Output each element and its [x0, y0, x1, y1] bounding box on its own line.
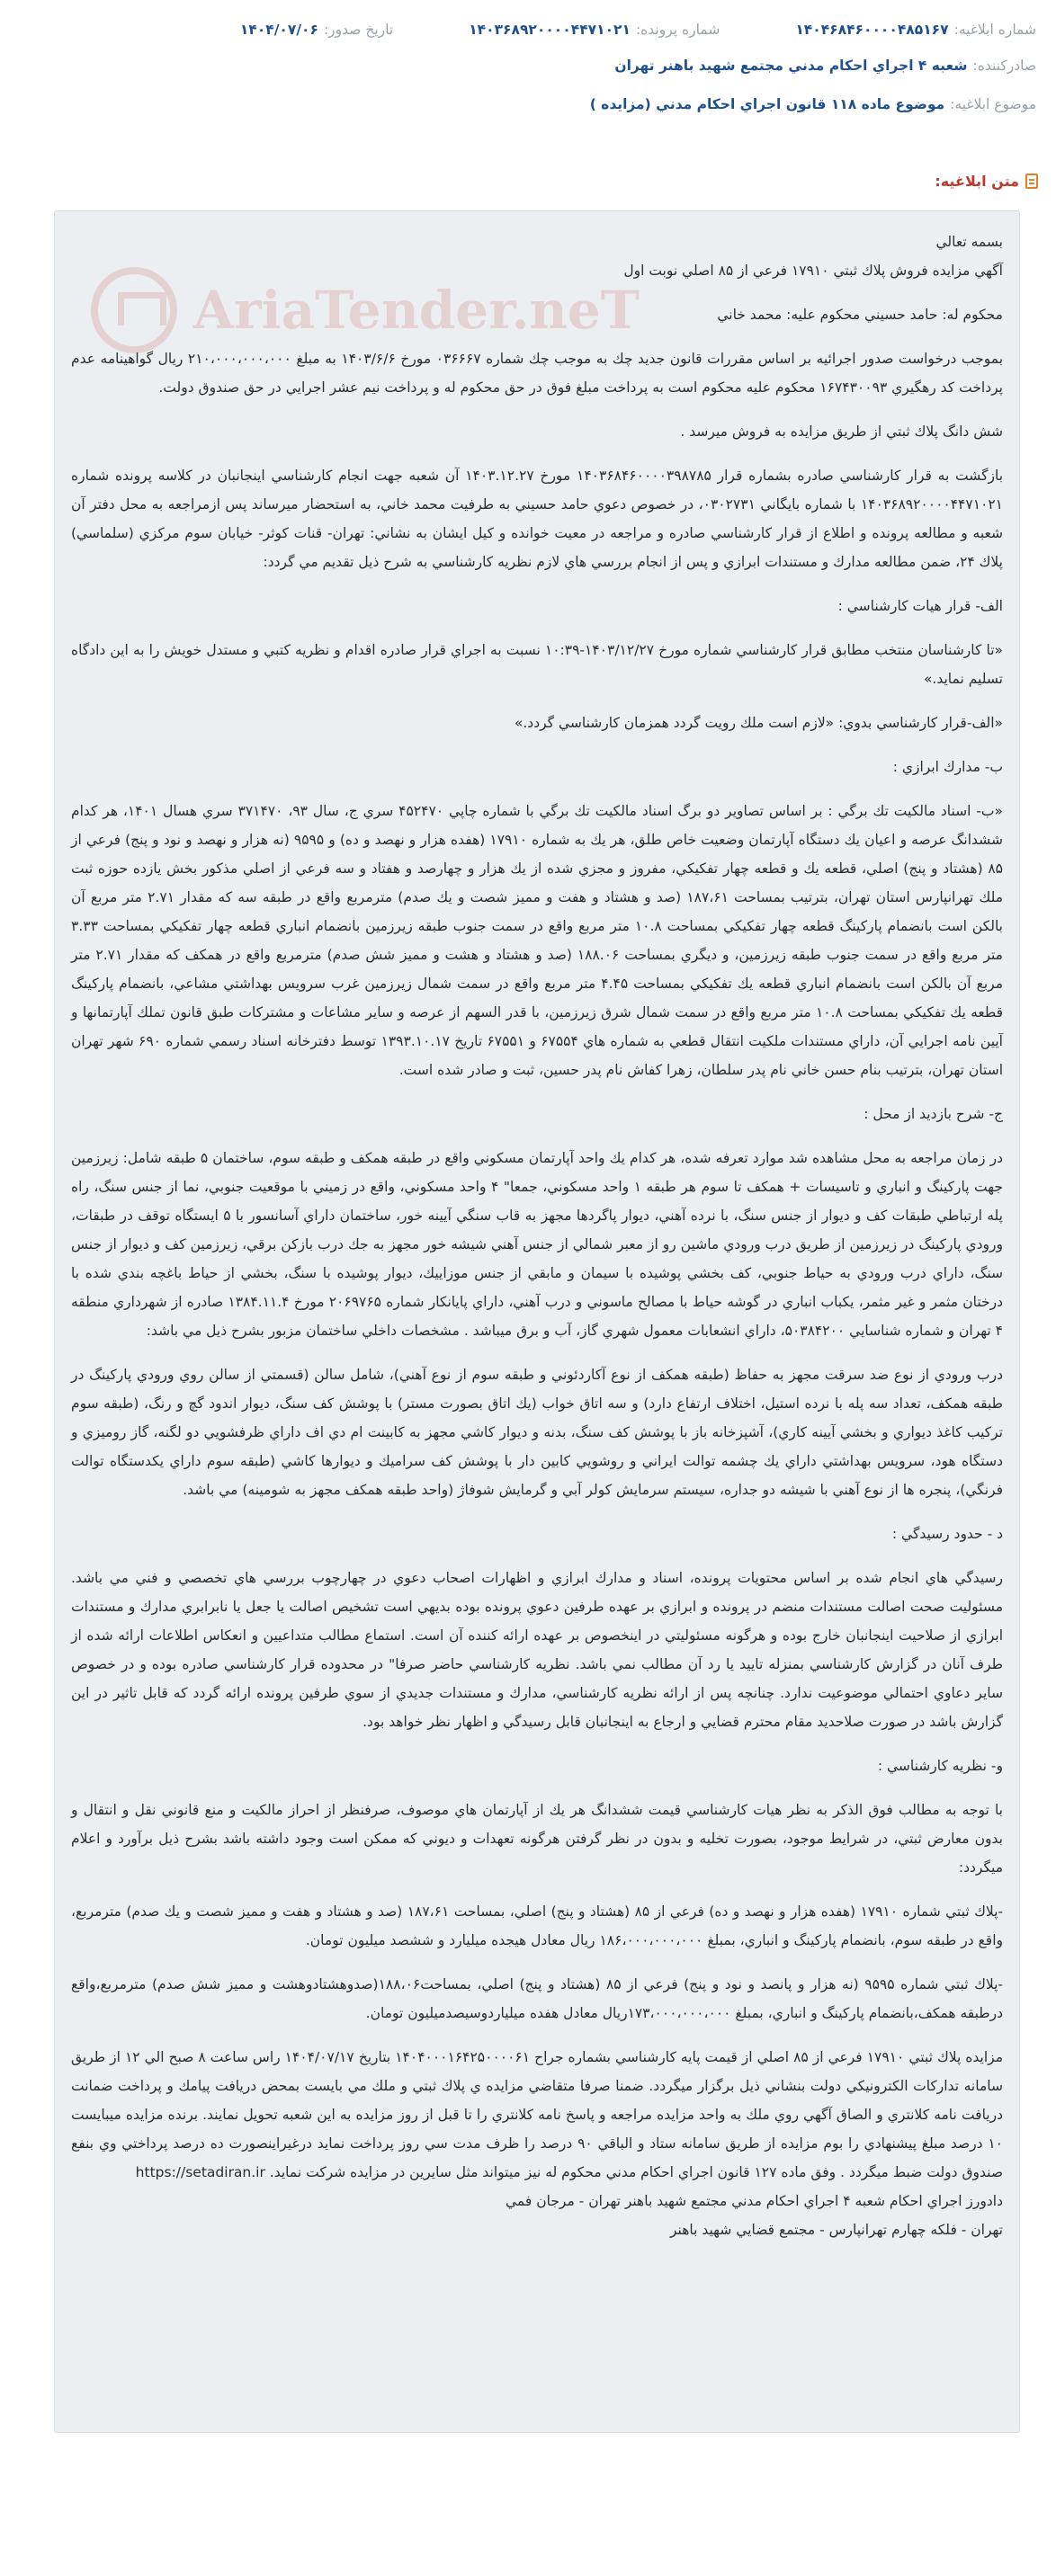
notice-number: شماره ابلاغیه:۱۴۰۴۶۸۴۶۰۰۰۰۴۸۵۱۶۷: [795, 22, 1036, 38]
notice-paragraph: الف- قرار هيات كارشناسي :: [837, 598, 1003, 614]
notice-paragraph: -پلاك ثبتي شماره ۹۵۹۵ (نه هزار و پانصد و نود و پنج) فرعي از ۸۵ (هشتاد و پنج) اصلي، بمساحت۱۸۸،۰۶(صدوهشتادوهشت و مميز شش صدم) مترمربع،واقع درطبقه همكف،بانضمام پاركينگ و انباري، بمبلغ ۱۷۳،۰۰۰،۰۰۰،۰۰۰ريال معادل هفده ميلياردوسيصدميليون تومان.: [71, 1976, 1003, 2021]
meta-issuer-row: صادرکننده: شعبه ۴ اجراي احكام مدني مجتمع شهيد باهنر تهران: [614, 58, 1036, 74]
notice-paragraph: ج- شرح بازديد از محل :: [864, 1106, 1003, 1122]
notice-paragraph: درب ورودي از نوع ضد سرقت مجهز به حفاظ (طبقه همكف از نوع آكاردئوني و طبقه سوم از نوع آهني)، شامل سالن (قسمتي از سالن روي ورودي پاركينگ در طبقه همكف، تعداد سه پله با نرده استيل، اختلاف ارتفاع دارد) و سه اتاق خواب (يك اتاق بصورت مستر) با پوشش كف سنگ، ديوار اندود گچ و رنگ، (طبقه سوم تركيب كاغذ ديواري و بخشي آيينه كاري)، آشپزخانه باز با پوشش كف سنگ، بدنه و ديوار كاشي مجهز به كابينت ام دي اف داراي ظرفشويي دو لگنه، گاز روميزي و دستگاه هود، سرويس بهداشتي داراي يك چشمه توالت ايراني و روشويي كابين دار با پوشش كف سراميك و ديوارها كاشي (طبقه سوم داراي يكدستگاه توالت فرنگي)، پنجره ها از نوع آهني با شيشه دو جداره، سيستم سرمايش كولر آبي و گرمايش شوفاژ (واحد طبقه همكف مجهز به شومينه) مي باشد.: [71, 1367, 1003, 1498]
notice-paragraph: ب- مدارك ابرازي :: [892, 759, 1003, 775]
notice-paragraph: محكوم له: حامد حسيني محكوم عليه: محمد خاني: [717, 307, 1003, 323]
notice-paragraph: در زمان مراجعه به محل مشاهده شد موارد تعرفه شده، هر كدام يك واحد آپارتمان مسكوني واقع در طبقه همكف و طبقه سوم، ساختمان ۵ طبقه شامل: زيرزمين جهت پاركينگ و انباري و تاسيسات + همكف تا سوم هر طبقه ۱ واحد مسكوني، جمعا" ۴ واحد مسكوني، واقع در زميني با موقعيت جنوبي، نما از جنس سنگ، راه پله ارتباطي طبقات كف و ديوار از جنس سنگ، با نرده آهني، ديوار پاگردها مجهز به قاب سنگي آيينه خور، ساختمان داراي آسانسور با ۵ ايستگاه توقف در طبقات، ورودي پاركينگ در زيرزمين از طريق درب ورودي ماشين رو از معبر شمالي از جنس آهني شيشه خور مجهز به جك درب بازكن برقي، زيرزمين كف و ديوار از جنس سنگ، داراي درب ورودي به حياط جنوبي، كف بخشي پوشيده با سيمان و مابقي از جنس موزاييك، ديوار پوشيده با سنگ، بخشي از حياط باغچه بندي شده با درختان مثمر و غير مثمر، يكباب انباري در گوشه حياط با مصالح ماسوني و درب آهني، داراي پايانكار شماره ۲۰۶۹۷۶۵ مورخ ۱۳۸۴.۱۱.۴ صادره از شهرداري منطقه ۴ تهران و شماره شناسايي ۵۰۳۸۴۲۰۰، داراي انشعابات معمول شهري گاز، آب و برق ميباشد . مشخصات داخلي ساختمان مزبور بشرح ذيل مي باشد:: [71, 1150, 1004, 1339]
notice-paragraphs: [71, 227, 1003, 2187]
section-title: متن ابلاغیه:: [935, 173, 1038, 190]
notice-paragraph: «ب- اسناد مالكيت تك برگي : بر اساس تصاوير دو برگ اسناد مالكيت تك برگي با شماره چاپي ۴۵۲۴۷۰ سري ج، سال ۹۳، ۳۷۱۴۷۰ سري هسال ۱۴۰۱، هر كدام ششدانگ عرصه و اعيان يك دستگاه آپارتمان وضعيت خاص طلق، هر يك به شماره ۱۷۹۱۰ (هفده هزار و نهصد و ده) و ۹۵۹۵ (نه هزار و نهصد و نود و پنج) فرعي از ۸۵ (هشتاد و پنج) اصلي، قطعه يك و قطعه چهار تفكيكي، مفروز و مجزي شده از يك هزار و چهارصد و هفتاد و سه فرعي از اصلي مذكور بخش يازده حوزه ثبت ملك تهرانپارس استان تهران، بترتيب بمساحت ۱۸۷،۶۱ (صد و هشتاد و هفت و مميز شصت و يك صدم) مترمربع واقع در طبقه سه كه مقدار ۲.۷۱ متر مربع آن بالكن است بانضمام پاركينگ قطعه چهار تفكيكي بمساحت ۱۰.۸ متر مربع واقع در سمت جنوب طبقه زيرزمين بانضمام انباري قطعه چهار تفكيكي بمساحت ۳.۳۳ متر مربع واقع در سمت جنوب طبقه زيرزمين، و ديگري بمساحت ۱۸۸.۰۶ (صد و هشتاد و هشت و مميز شش صدم) مترمربع واقع در همكف كه مقدار ۲.۷۱ متر مربع آن بالكن است بانضمام انباري قطعه يك تفكيكي بمساحت ۴.۴۵ متر مربع واقع در سمت شمال زيرزمين غرب سرويس بهداشتي مشاعي، بانضمام پاركينگ قطعه يك تفكيكي بمساحت ۱۰.۸ متر مربع واقع در سمت شمال شرق زيرزمين، با قدر السهم از عرصه و ساير مشاعات و مشتركات طبق قانون تملك آپارتمانها و آيين نامه اجرايي آن، داراي مستندات ملكيت انتقال قطعي به شماره هاي ۶۷۵۵۴ و ۶۷۵۵۱ تاريخ ۱۳۹۳.۱۰.۱۷ توسط دفترخانه اسناد رسمي شماره ۶۹۰ شهر تهران استان تهران، بترتيب بنام حسن خاني نام پدر سلطان، زهرا كفاش نام پدر حسين، ثبت و صادر شده است.: [71, 803, 1004, 1078]
issuer-name: شعبه ۴ اجراي احكام مدني مجتمع شهيد باهنر تهران: [614, 58, 968, 74]
meta-subject-row: موضوع ابلاغیه: موضوع ماده ۱۱۸ قانون اجراي احكام مدني (مزايده ): [589, 96, 1036, 112]
notice-paragraph: رسيدگي هاي انجام شده بر اساس محتويات پرونده، اسناد و مدارك ابرازي و اظهارات اصحاب دعوي در چهارچوب بررسي هاي تخصصي و فني مي باشد. مسئوليت صحت اصالت مستندات منضم در پرونده و ابرازي بر عهده طرفين دعوي پرونده بوده بديهي است تشخيص اصالت يا جعل يا نابرابري مدارك و مستندات ابرازي از صلاحيت اينجانبان خارج بوده و هرگونه مسئوليتي در اينخصوص بر عهده ارائه كننده آن است. استماع مطالب متداعيين و انعكاس اطلاعات ارائه شده از طرف آنان در گزارش كارشناسي بمنزله تاييد يا رد آن مطالب نمي باشد. نظريه كارشناسي حاضر صرفا" در محدوده قرار كارشناسي صادره بوده و در خصوص ساير دعاوي احتمالي موضوعيت ندارد. چنانچه پس از ارائه نظريه كارشناسي، مدارك و مستندات جديدي از سوي طرفين پرونده ارائه گردد كه قابل تاثير در اين گزارش باشد در صورت صلاحديد مقام محترم قضايي و ارجاع به اينجانبان قابل رسيدگي و اظهار نظر خواهد بود.: [71, 1570, 1003, 1730]
meta-ids-row: [0, 0, 1056, 47]
notice-paragraph: شش دانگ پلاك ثبتي از طريق مزايده به فروش ميرسد .: [680, 423, 1003, 440]
notice-paragraph: با توجه به مطالب فوق الذكر به نظر هيات كارشناسي قيمت ششدانگ هر يك از آپارتمان هاي موصوف، صرفنظر از احراز مالكيت و منع قانوني نقل و انتقال و بدون معارض ثبتي، در شرايط موجود، بصورت تخليه و بدون در نظر گرفتن هرگونه تعهدات و ديوني كه ممكن است وجود داشته باشد بشرح ذيل برآورد و اعلام ميگردد:: [71, 1802, 1003, 1876]
notice-paragraph: بازگشت به قرار كارشناسي صادره بشماره قرار ۱۴۰۳۶۸۴۶۰۰۰۰۳۹۸۷۸۵ مورخ ۱۴۰۳.۱۲.۲۷ آن شعبه جهت انجام كارشناسي اينجانبان در كلاسه پرونده شماره ۱۴۰۳۶۸۹۲۰۰۰۰۴۴۷۱۰۲۱ با شماره بايگاني ۰۳۰۲۷۳۱، در خصوص دعوي حامد حسيني به طرفيت محمد خاني، به استحضار ميرساند پس ازمراجعه به محل دفتر آن شعبه و مطالعه پرونده و اطلاع از قرار كارشناسي صادره و مراجعه در معيت خوانده و كيل ايشان به نشاني: تهران- قنات كوثر- خيابان سوم مركزي (سلماسي) پلاك ۲۴، ضمن مطالعه مدارك و مستندات ابرازي و پس از انجام بررسي هاي لازم نظريه كارشناسي به شرح ذيل تقديم مي گردد:: [71, 468, 1004, 570]
notice-paragraph: د - حدود رسيدگي :: [891, 1526, 1003, 1542]
signature-block: [71, 2187, 1003, 2244]
notice-meta: [0, 0, 1056, 126]
subject-text: موضوع ماده ۱۱۸ قانون اجراي احكام مدني (مزايده ): [589, 96, 945, 112]
signature-line: دادورز اجراي احكام شعبه ۴ اجراي احكام مدني مجتمع شهيد باهنر تهران - مرجان فمي: [506, 2193, 1003, 2209]
notice-paragraph: «الف-قرار كارشناسي بدوي: «لازم است ملك رويت گردد همزمان كارشناسي گردد.»: [514, 715, 1003, 731]
address-line: تهران - فلكه چهارم تهرانپارس - مجتمع قضايي شهيد باهنر: [670, 2222, 1003, 2238]
notice-paragraph: بموجب درخواست صدور اجرائيه بر اساس مقررات قانون جديد چك به موجب چك شماره ۰۳۶۶۶۷ مورخ ۱۴۰۳/۶/۶ به مبلغ ۲۱۰،۰۰۰،۰۰۰،۰۰۰ ريال گواهينامه عدم پرداخت كد رهگيري ۱۶۷۴۳۰۰۹۳ محكوم عليه محكوم است به پرداخت مبلغ فوق در حق محكوم له و پرداخت نيم عشر اجرايي در حق صندوق دولت.: [71, 351, 1004, 396]
document-icon: [1025, 174, 1038, 189]
notice-paragraph: -پلاك ثبتي شماره ۱۷۹۱۰ (هفده هزار و نهصد و ده) فرعي از ۸۵ (هشتاد و پنج) اصلي، بمساحت ۱۸۷،۶۱ (صد و هشتاد و هفت و مميز شصت و يك صدم) مترمربع، واقع در طبقه سوم، بانضمام پاركينگ و انباري، بمبلغ ۱۸۶،۰۰۰،۰۰۰،۰۰۰ ريال معادل هيجده ميليارد و ششصد ميليون تومان.: [71, 1903, 1004, 1948]
notice-paragraph: مزايده پلاك ثبتي ۱۷۹۱۰ فرعي از ۸۵ اصلي از قيمت پايه كارشناسي بشماره جراح ۱۴۰۴۰۰۰۱۶۴۲۵۰۰۰۰۶۱ بتاريخ ۱۴۰۴/۰۷/۱۷ راس ساعت ۸ صبح الي ۱۲ از طريق سامانه تداركات الكترونيكي دولت بنشاني ذيل برگزار ميگردد. ضمنا صرفا متقاضي مزايده ي پلاك ثبتي و ملك مي بايست بمحض دريافت پيامك و پرداخت ضمانت دريافت نامه كلانتري و الصاق آگهي روي ملك به واحد مزايده مراجعه و پاسخ نامه كلانتري را تا قبل از روز مزايده به اين شعبه تحويل نمايند. برنده مزايده ميبايست ۱۰ درصد مبلغ پيشنهادي را بوم مزايده از طريق سامانه ستاد و الباقي ۹۰ درصد را ظرف مدت سي روز پرداخت نمايد درغيراينصورت ده درصد پرداختي وي بنفع صندوق دولت ضبط ميگردد . وفق ماده ۱۲۷ قانون اجراي احكام مدني محكوم له نيز ميتواند مثل سايرين در مزايده شركت نمايد. https://setadiran.ir: [71, 2049, 1004, 2180]
notice-paragraph: بسمه تعالي آگهي مزايده فروش پلاك ثبتي ۱۷۹۱۰ فرعي از ۸۵ اصلي نوبت اول: [623, 234, 1003, 279]
notice-body: [54, 210, 1020, 2433]
watermark: AriaTender.neT: [91, 267, 640, 353]
case-number: شماره پرونده:۱۴۰۳۶۸۹۲۰۰۰۰۴۴۷۱۰۲۱: [469, 22, 720, 38]
notice-paragraph: و- نظريه كارشناسي :: [877, 1758, 1003, 1774]
notice-paragraph: «تا كارشناسان منتخب مطابق قرار كارشناسي شماره مورخ ۱۴۰۳/۱۲/۲۷-۱۰:۳۹ نسبت به اجراي قرار صادره اقدام و نظريه كتبي و مستدل خويش را به اين دادگاه تسليم نمايد.»: [71, 642, 1004, 687]
issue-date: تاریخ صدور:۱۴۰۴/۰۷/۰۶: [239, 22, 394, 38]
